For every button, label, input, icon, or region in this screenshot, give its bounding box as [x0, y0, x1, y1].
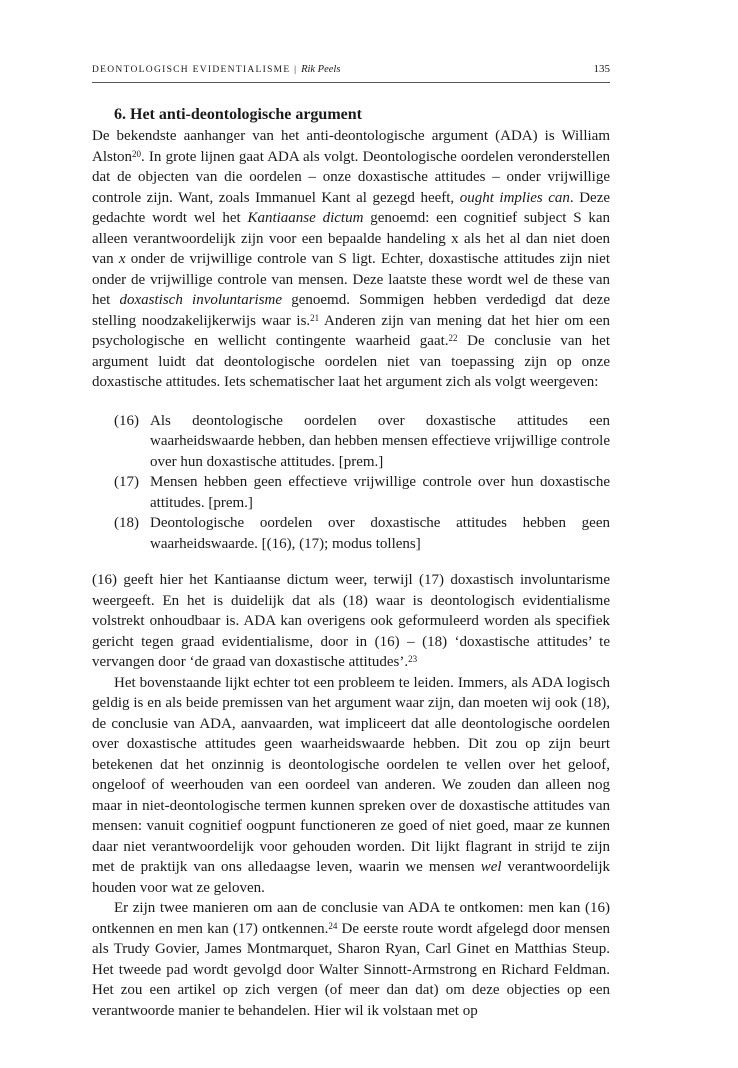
text-run: Anderen zijn van mening dat het hier om een psychologische en wellicht contingente waarheid gaat. — [92, 312, 610, 349]
text-run: De eerste route wordt afgelegd door mensen als Trudy Govier, James Montmarquet, Sharon Ryan, Carl Ginet en Matthias Steup. Het tweede pad wordt gevolgd door Walter Sinnott-Armstrong en Richard Feldman. Het zou een artikel op zich vergen (of meer dan dat) om deze objecties op een verantwoorde manier te behandelen. Hier wil ik volstaan met op — [92, 920, 610, 1019]
paragraph-4 — [92, 898, 610, 1021]
argument-number: (17) — [114, 474, 139, 490]
text-run: verantwoordelijk houden voor wat ze geloven. — [92, 859, 611, 896]
argument-item — [92, 411, 610, 473]
text-run: De conclusie van het argument luidt dat deontologische oordelen niet van toepassing zijn op onze doxastische attitudes. Iets schematischer laat het argument zich als volgt weergeven: — [92, 333, 610, 390]
text-run: Het bovenstaande lijkt echter tot een probleem te leiden. Immers, als ADA logisch geldig is en als beide premissen van het argument waar zijn, dan moeten wij ook (18), de conclusie van ADA, aanvaarden, wat impliceert dat alle deontologische oordelen over doxastische attitudes geen waarheidswaarde hebben. Dit zou op zijn beurt betekenen dat het onzinnig is deontologische oordelen te vellen over het geloof, ongeloof of weerhouden van een oordeel van anderen. We zouden dan alleen nog maar in niet-deontologische termen kunnen spreken over de doxastische attitudes van mensen: vanuit cognitief oogpunt functioneren ze goed of niet goed, maar ze kunnen daar niet verantwoordelijk voor gehouden worden. Dit lijkt flagrant in strijd te zijn met de praktijk van ons alledaagse leven, waarin we mensen — [92, 674, 610, 875]
section-heading: 6. Het anti-deontologische argument — [114, 106, 362, 123]
argument-item — [92, 472, 610, 513]
page-body — [92, 104, 610, 1021]
argument-item — [92, 513, 610, 554]
argument-number: (16) — [114, 412, 139, 429]
author-name: Rik Peels — [301, 64, 341, 75]
italic-phrase: wel — [480, 859, 502, 875]
italic-phrase: Kantiaanse dictum — [247, 210, 364, 226]
text-run: . Deze gedachte wordt wel het — [92, 189, 611, 226]
header-separator: | — [290, 65, 302, 75]
italic-phrase: doxastisch involuntarisme — [119, 292, 283, 308]
italic-phrase: ought implies can — [459, 189, 570, 206]
running-header — [92, 62, 610, 83]
paragraph-3 — [92, 673, 610, 899]
italic-phrase: x — [118, 251, 126, 267]
argument-text: Als deontologische oordelen over doxastische attitudes een waarheidswaarde hebben, dan hebben mensen effectieve vrijwillige controle over hun doxastische attitudes. [prem.] — [150, 412, 610, 470]
page-number: 135 — [593, 63, 610, 75]
text-run: Er zijn twee manieren om aan de conclusie van ADA te ontkomen: men kan (16) ontkennen en men kan (17) ontkennen. — [92, 900, 610, 937]
argument-text: Deontologische oordelen over doxastische attitudes hebben geen waarheidswaarde. [(16), (17); modus tollens] — [150, 515, 610, 552]
paragraph-2 — [92, 570, 610, 673]
text-run: . In grote lijnen gaat ADA als volgt. Deontologische oordelen veronderstellen dat de objecten van die oordelen – onze doxastische attitudes – onder vrijwillige controle zijn. Want, zoals Immanuel Kant al gezegd heeft, — [92, 148, 610, 206]
argument-number: (18) — [114, 515, 139, 531]
argument-list — [92, 411, 610, 555]
running-title-line — [92, 64, 340, 75]
footnote-ref-21: 21 — [310, 312, 320, 323]
argument-text: Mensen hebben geen effectieve vrijwillige controle over hun doxastische attitudes. [prem.] — [150, 474, 610, 511]
paragraph-1 — [92, 126, 610, 393]
footnote-ref-22: 22 — [448, 333, 458, 343]
text-run: genoemd. Sommigen hebben verdedigd dat deze stelling noodzakelijkerwijs waar is. — [92, 292, 610, 329]
text-run: (16) geeft hier het Kantiaanse dictum weer, terwijl (17) doxastisch involuntarisme weergeeft. En het is duidelijk dat als (18) waar is deontologisch evidentialisme volstrekt onhoudbaar is. ADA kan overigens ook geformuleerd worden als specifiek gericht tegen graad evidentialisme, door in (16) – (18) ‘doxastische attitudes’ te vervangen door ‘de graad van doxastische attitudes’. — [92, 572, 610, 670]
footnote-ref-20: 20 — [132, 148, 142, 159]
footnote-ref-24: 24 — [328, 920, 338, 931]
text-run: De bekendste aanhanger van het anti-deontologische argument (ADA) is William Alston — [92, 128, 610, 165]
running-title: DEONTOLOGISCH EVIDENTIALISME — [92, 65, 291, 75]
text-run: onder de vrijwillige controle van S ligt. Echter, doxastische attitudes zijn niet onder de vrijwillige controle van mensen. Deze laatste these wordt wel de these van het — [92, 251, 610, 308]
footnote-ref-23: 23 — [408, 654, 418, 664]
text-run: genoemd: een cognitief subject S kan alleen verantwoordelijk zijn voor een bepaalde handeling x als het al dan niet doen van — [92, 210, 610, 267]
